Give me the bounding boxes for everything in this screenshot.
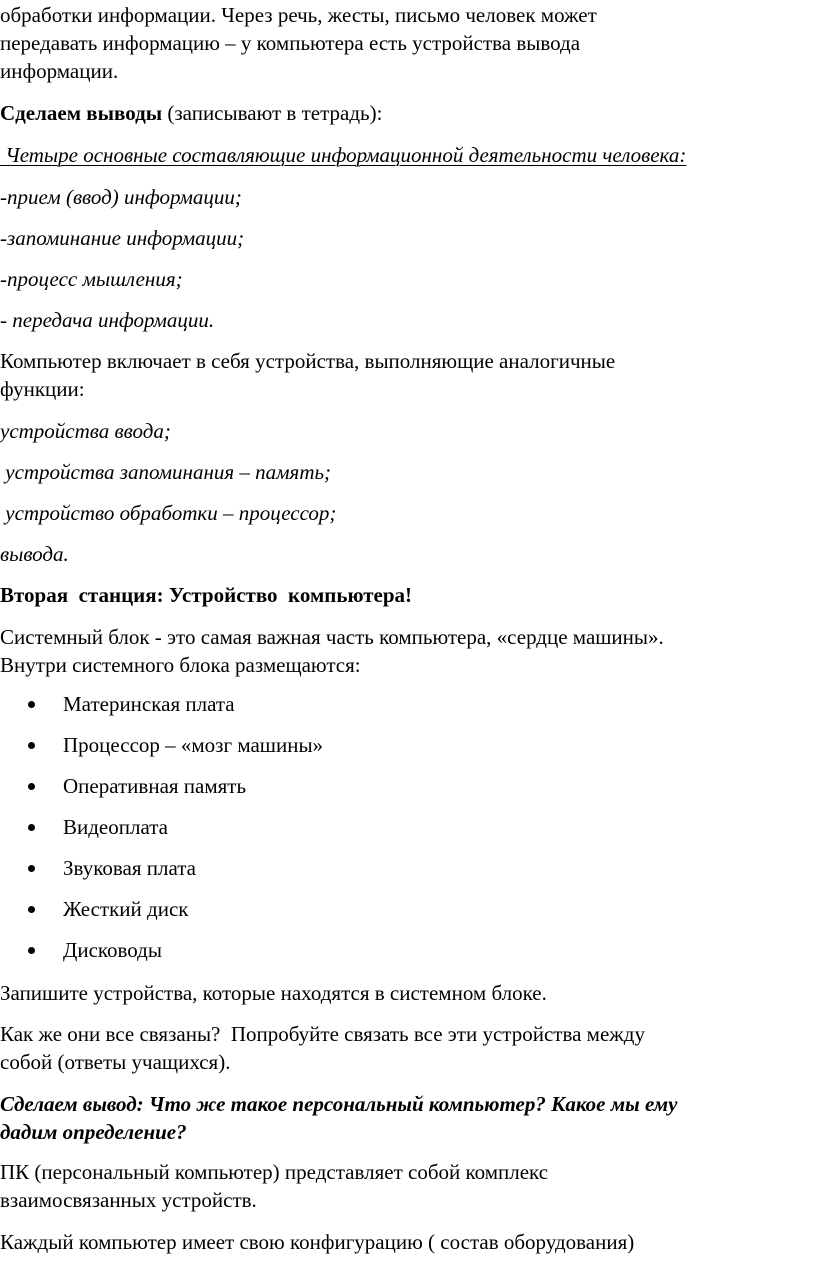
- question-line-1: Как же они все связаны? Попробуйте связать все эти устройства между: [0, 1022, 645, 1046]
- list-item-motherboard: Материнская плата: [63, 692, 235, 716]
- component-item-3: -процесс мышления;: [0, 267, 183, 291]
- intro-line-1: обработки информации. Через речь, жесты, письмо человек может: [0, 3, 597, 27]
- conclusion2-line-2: дадим определение?: [0, 1120, 187, 1144]
- component-item-1-text: прием (ввод) информации;: [7, 185, 242, 209]
- device-item-4: вывода.: [0, 542, 69, 566]
- component-item-1: -прием (ввод) информации;: [0, 185, 242, 209]
- bullet-icon: [28, 865, 35, 872]
- conclusions-rest: (записывают в тетрадь):: [162, 101, 383, 125]
- bullet-icon: [28, 783, 35, 790]
- configuration-paragraph: Каждый компьютер имеет свою конфигурацию ( состав оборудования): [0, 1230, 635, 1254]
- system-block-line-1: Системный блок - это самая важная часть компьютера, «сердце машины».: [0, 625, 664, 649]
- bullet-icon: [28, 906, 35, 913]
- device-item-1: устройства ввода;: [0, 419, 171, 443]
- pc-definition-line-2: взаимосвязанных устройств.: [0, 1188, 257, 1212]
- list-item-disk-drives: Дисководы: [63, 938, 162, 962]
- conclusions-bold: Сделаем выводы: [0, 101, 163, 125]
- list-item-sound-card: Звуковая плата: [63, 856, 196, 880]
- bullet-icon: [28, 947, 35, 954]
- system-block-line-2: Внутри системного блока размещаются:: [0, 653, 361, 677]
- conclusion2-line-1: Сделаем вывод: Что же такое персональный компьютер? Какое мы ему: [0, 1092, 678, 1116]
- intro-line-2: передавать информацию – у компьютера есть устройства вывода: [0, 31, 581, 55]
- component-item-2-text: запоминание информации;: [7, 226, 245, 250]
- bullet-icon: [28, 742, 35, 749]
- list-item-video-card: Видеоплата: [63, 815, 168, 839]
- intro-line-3: информации.: [0, 59, 119, 83]
- conclusions-paragraph: [0, 100, 382, 126]
- write-down-paragraph: Запишите устройства, которые находятся в системном блоке.: [0, 981, 547, 1005]
- device-item-3: устройство обработки – процессор;: [0, 501, 337, 525]
- list-item-processor: Процессор – «мозг машины»: [63, 733, 324, 757]
- computer-line-2: функции:: [0, 377, 85, 401]
- component-item-2: -запоминание информации;: [0, 226, 245, 250]
- component-item-4-text: передача информации.: [12, 308, 215, 332]
- component-item-3-text: процесс мышления;: [7, 267, 183, 291]
- question-line-2: собой (ответы учащихся).: [0, 1050, 231, 1074]
- list-item-ram: Оперативная память: [63, 774, 247, 798]
- pc-definition-line-1: ПК (персональный компьютер) представляет собой комплекс: [0, 1160, 549, 1184]
- list-item-hard-disk: Жесткий диск: [63, 897, 189, 921]
- station-heading: Вторая станция: Устройство компьютера!: [0, 583, 413, 607]
- device-item-2: устройства запоминания – память;: [0, 460, 332, 484]
- bullet-icon: [28, 701, 35, 708]
- bullet-icon: [28, 824, 35, 831]
- component-item-4: - передача информации.: [0, 308, 215, 332]
- computer-line-1: Компьютер включает в себя устройства, выполняющие аналогичные: [0, 349, 616, 373]
- components-heading: Четыре основные составляющие информационной деятельности человека:: [0, 143, 687, 167]
